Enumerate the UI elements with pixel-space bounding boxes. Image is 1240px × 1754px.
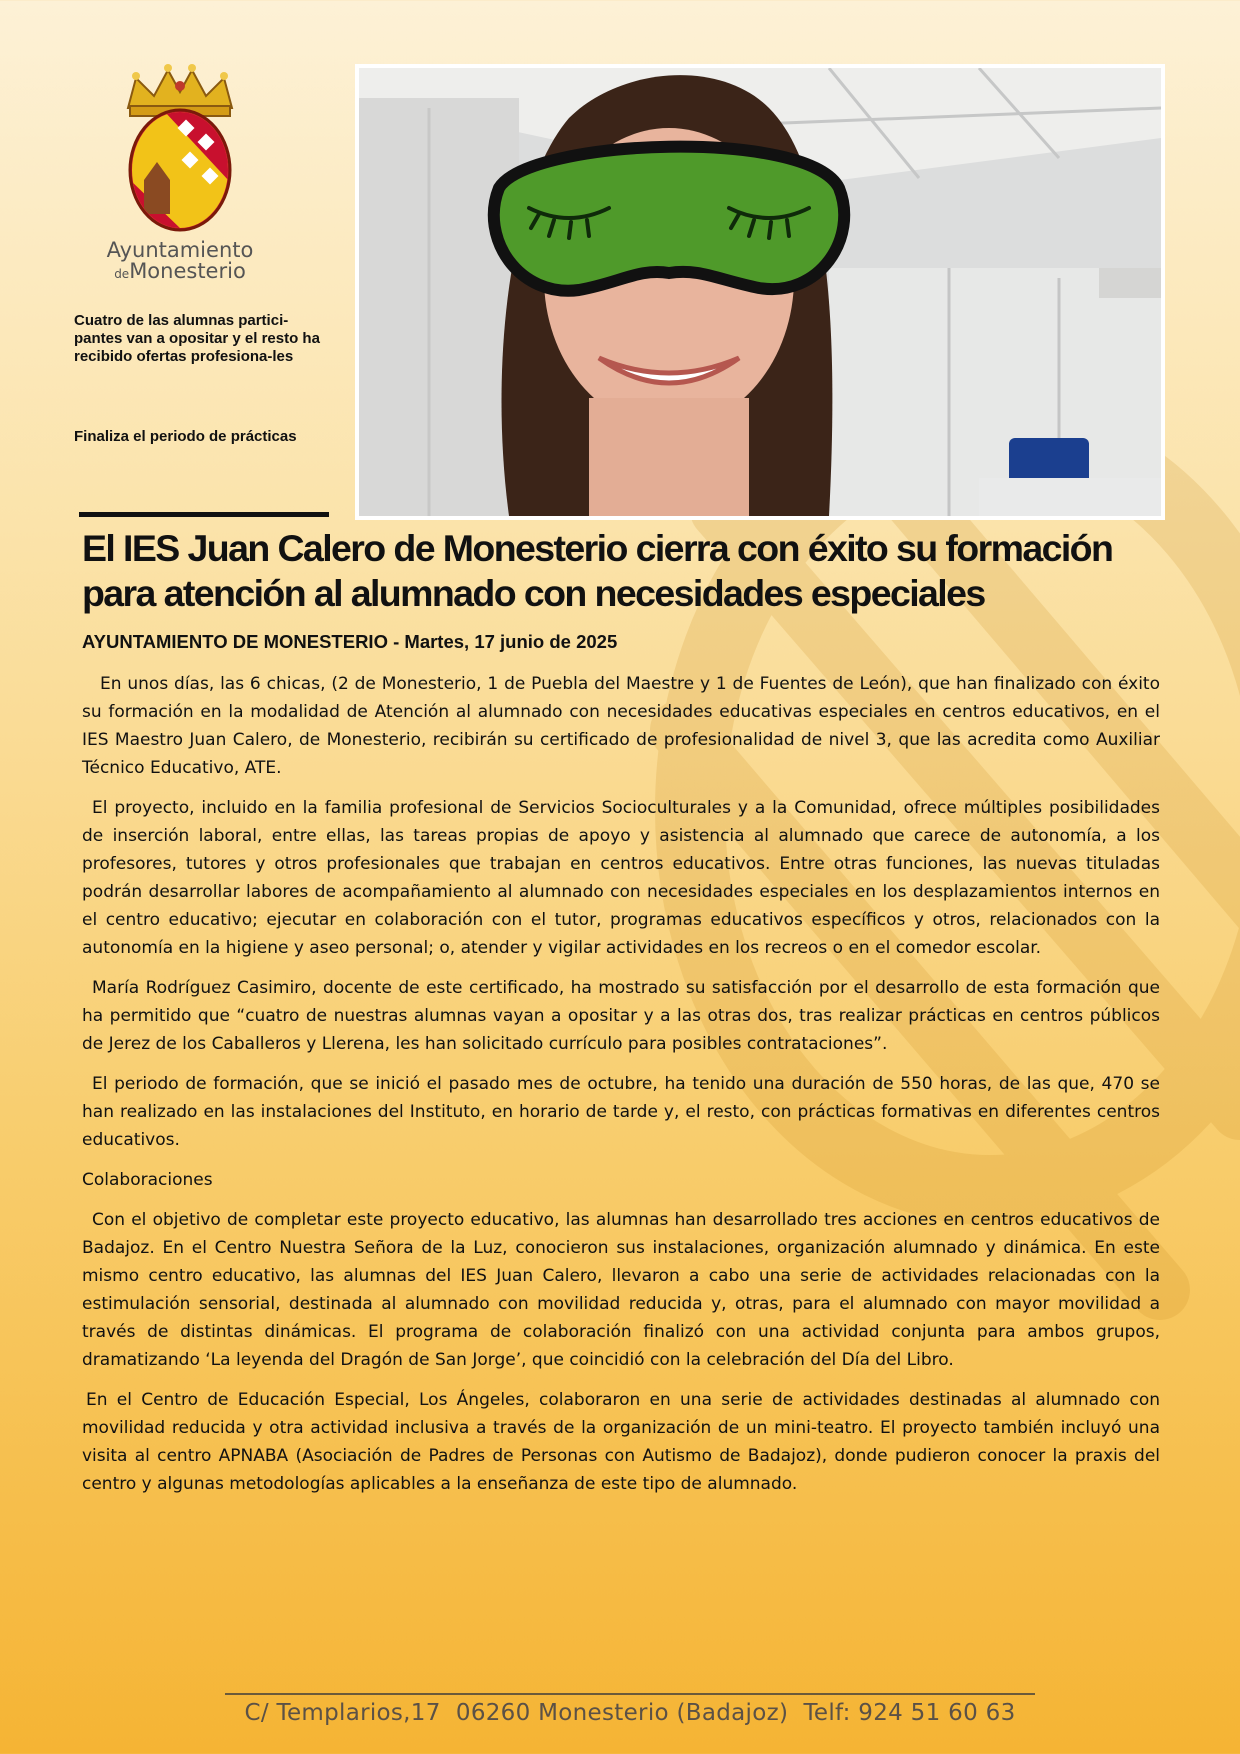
logo-text-line2: Monesterio (129, 259, 246, 283)
girl-sleep-mask-photo-image (359, 68, 1161, 516)
article-paragraph: El proyecto, incluido en la familia profesional de Servicios Socioculturales y a la Comunidad, ofrece múltiples posibilidades de inserción laboral, entre ellas, las tareas propias de apoyo y asistencia al alumnado que carece de autonomía, a los profesores, tutores y otros profesionales que trabajan en centros educativos. Entre otras funciones, las nuevas tituladas podrán desarrollar labores de acompañamiento al alumnado con necesidades especiales en los desplazamientos internos en el centro educativo; ejecutar en colaboración con el tutor, programas educativos específicos y otros, relacionados con la autonomía en la higiene y aseo personal; o, atender y vigilar actividades en los recreos o en el comedor escolar. (82, 798, 1160, 958)
article-paragraph: Con el objetivo de completar este proyecto educativo, las alumnas han desarrollado tres acciones en centros educativos de Badajoz. En el Centro Nuestra Señora de la Luz, conocieron sus instalaciones, organización alumnado y dinámica. En este mismo centro educativo, las alumnas del IES Juan Calero, llevaron a cabo una serie de actividades relacionadas con la estimulación sensorial, destinada al alumnado con movilidad reducida y, otras, para el alumnado con mayor movilidad a través de distintas dinámicas. El programa de colaboración finalizó con una actividad conjunta para ambos grupos, dramatizando ‘La leyenda del Dragón de San Jorge’, que coincidió con la celebración del Día del Libro. (82, 1210, 1160, 1370)
municipality-logo (100, 62, 260, 302)
article-body (82, 670, 1160, 1510)
article-paragraph: En unos días, las 6 chicas, (2 de Monesterio, 1 de Puebla del Maestre y 1 de Fuentes de León), que han finalizado con éxito su formación en la modalidad de Atención al alumnado con necesidades educativas especiales en centros educativos, en el IES Maestro Juan Calero, de Monesterio, recibirán su certificado de profesionalidad de nivel 3, que las acredita como Auxiliar Técnico Educativo, ATE. (82, 674, 1160, 778)
section-heading: Colaboraciones (82, 1170, 213, 1190)
article-paragraph: María Rodríguez Casimiro, docente de este certificado, ha mostrado su satisfacción por el desarrollo de esta formación que ha permitido que “cuatro de nuestras alumnas vayan a opositar y a las otras dos, tras realizar prácticas en centros públicos de Jerez de los Caballeros y Llerena, les han solicitado currículo para posibles contrataciones”. (82, 978, 1160, 1054)
logo-wordmark (100, 240, 260, 285)
article-paragraph: En el Centro de Educación Especial, Los Ángeles, colaboraron en una serie de actividades destinadas al alumnado con movilidad reducida y otra actividad inclusiva a través de la organización de un mini-teatro. El proyecto también incluyó una visita al centro APNABA (Asociación de Padres de Personas con Autismo de Badajoz), donde pudieron conocer la praxis del centro y algunas metodologías aplicables a la enseñanza de este tipo de alumnado. (82, 1390, 1160, 1494)
logo-text-prefix: de (114, 267, 130, 281)
logo-text-line1: Ayuntamiento (106, 238, 254, 262)
headline-rule (79, 512, 329, 517)
coat-of-arms-icon (110, 62, 250, 232)
sidebar-subhead-1: Cuatro de las alumnas partici-pantes van a opositar y el resto ha recibido ofertas profesiona-les (74, 312, 320, 365)
footer-address: C/ Templarios,17 06260 Monesterio (Badajoz) Telf: 924 51 60 63 (244, 1700, 1016, 1726)
footer-divider (225, 1693, 1035, 1695)
article-photo (355, 64, 1165, 520)
article-headline: El IES Juan Calero de Monesterio cierra con éxito su formación para atención al alumnado con necesidades especiales (82, 527, 1113, 614)
article-byline: AYUNTAMIENTO DE MONESTERIO - Martes, 17 junio de 2025 (82, 631, 618, 652)
article-paragraph: El periodo de formación, que se inició el pasado mes de octubre, ha tenido una duración de 550 horas, de las que, 470 se han realizado en las instalaciones del Instituto, en horario de tarde y, el resto, con prácticas formativas en diferentes centros educativos. (82, 1074, 1160, 1150)
sidebar-subhead-2: Finaliza el periodo de prácticas (74, 428, 297, 445)
